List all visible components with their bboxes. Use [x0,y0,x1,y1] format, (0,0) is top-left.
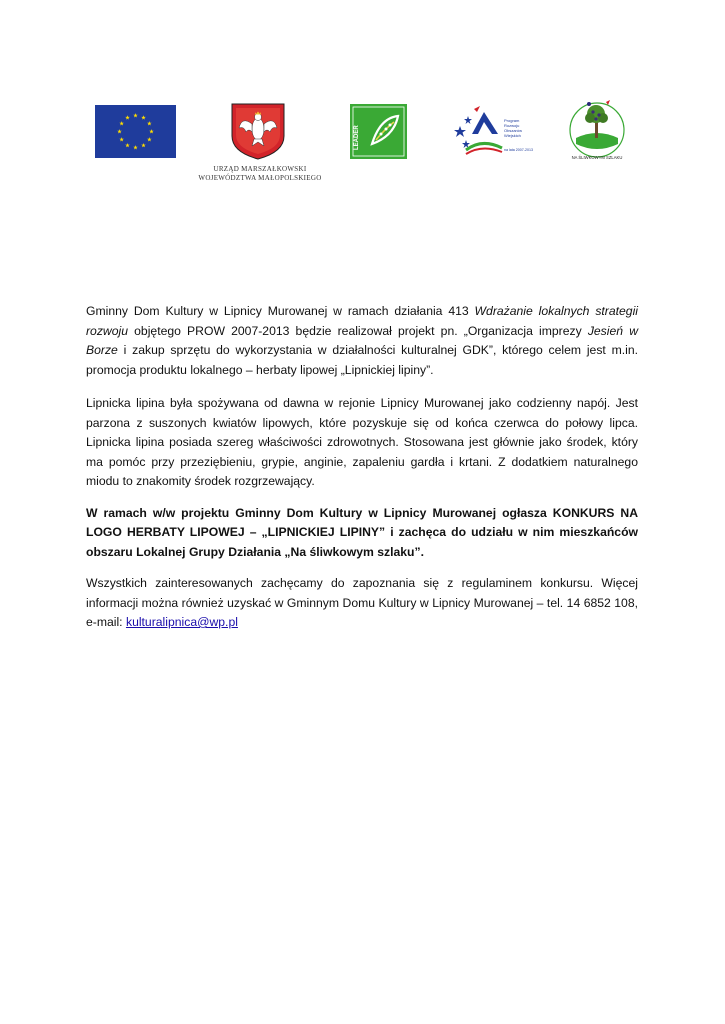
p1-part-e: i zakup sprzętu do wykorzystania w działalności kulturalnej GDK”, którego celem jest m.in. promocja produktu lokalnego – herbaty lipowej „Lipnickiej lipiny”. [86,343,638,377]
prow-text-3: Obszarów [504,128,523,133]
urzad-line-1: URZĄD MARSZAŁKOWSKI [213,165,307,173]
paragraph-lipina-description: Lipnicka lipina była spożywana od dawna w rejonie Lipnicy Murowanej jako codzienny napój. Jest parzona z suszonych kwiatów lipowych, które pozyskuje się od końca czerwca do połowy lipca. Lipnicka lipina posiada szereg właściwości zdrowotnych. Stosowana jest głównie jako środek, który ma pomóc przy przeziębieniu, grypie, anginie, zapaleniu gardła i krtani. Z dodatkiem naturalnego miodu to znakomity środek rozgrzewający. [86,396,638,488]
na-sliwkowym-szlaku-logo-icon [566,98,628,162]
prow-logo-icon [452,104,542,159]
p1-strategy-name: Wdrażanie lokalnych strategii rozwoju [86,304,638,338]
malopolska-coat-of-arms-icon [230,102,286,160]
p1-part-a: Gminny Dom Kultury w Lipnicy Murowanej w ramach działania 413 [86,304,475,318]
leader-logo-icon [350,104,407,159]
leader-text: LEADER [354,125,360,150]
slak-text: NA ŚLIWKOWYM SZLAKU [571,155,623,160]
paragraph-project-intro [86,302,638,380]
paragraph-contact-info [86,574,638,633]
prow-text-5: na lata 2007-2013 [504,148,533,152]
p1-part-c: objętego PROW 2007-2013 będzie realizował projekt pn. „Organizacja imprezy [128,323,588,338]
email-link[interactable]: kulturalipnica@wp.pl [125,615,238,629]
eu-flag-icon [95,105,176,158]
prow-text-2: Rozwoju [504,123,520,128]
paragraph-contest-announcement: W ramach w/w projektu Gminny Dom Kultury w Lipnicy Murowanej ogłasza KONKURS NA LOGO HERBATY LIPOWEJ – „LIPNICKIEJ LIPINY” i zachęca do udziału w nim mieszkańców obszaru Lokalnej Grupy Działania „Na śliwkowym szlaku”. [86,505,638,559]
logo-bar [0,0,725,200]
urzad-line-2: WOJEWÓDZTWA MAŁOPOLSKIEGO [198,174,322,182]
prow-text-1: Program [504,118,520,123]
prow-text-4: Wiejskich [504,133,521,138]
announcement-body [86,302,638,645]
p1-event-name: Jesień w Borze [86,323,638,357]
contact-text: Wszystkich zainteresowanych zachęcamy do zapoznania się z regulaminem konkursu. Więcej informacji można również uzyskać w Gminnym Domu Kultury w Lipnicy Murowanej – tel. 14 6852 108, e-mail: [86,576,638,629]
urzad-marszalkowski-caption [180,165,340,183]
